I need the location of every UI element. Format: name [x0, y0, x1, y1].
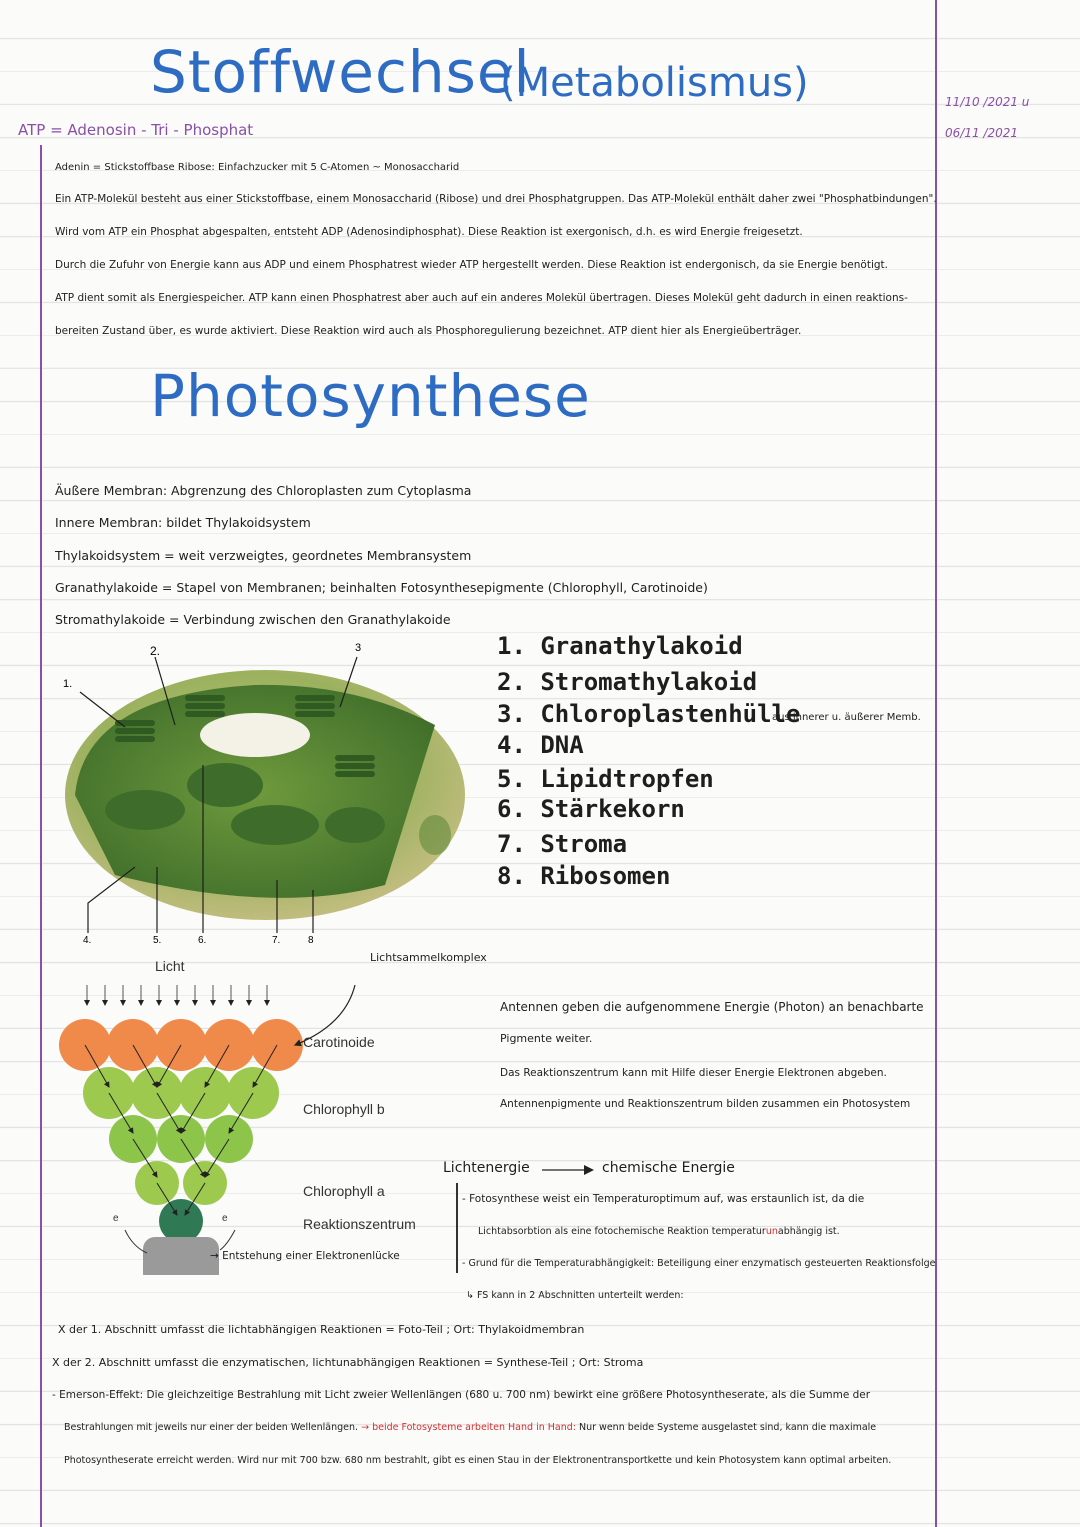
temp-note-4: ↳ FS kann in 2 Abschnitten unterteilt werden: — [466, 1290, 684, 1301]
membrane-line-4: Granathylakoide = Stapel von Membranen; beinhalten Fotosynthesepigmente (Chlorophyll, Carotinoide) — [55, 580, 708, 595]
light-label: Licht — [155, 958, 185, 974]
membrane-line-5: Stromathylakoide = Verbindung zwischen den Granathylakoide — [55, 612, 451, 627]
light-energy-heading: Lichtenergie — [443, 1160, 530, 1176]
energy-bracket-line — [456, 1183, 458, 1273]
reaction-center — [143, 1237, 219, 1275]
atp-paragraph-3: Durch die Zufuhr von Energie kann aus ADP und einem Phosphatrest wieder ATP hergestellt werden. Diese Reaktion ist endergonisch, da sie Energie benötigt. — [55, 259, 888, 271]
incoming-light-arrows — [87, 985, 267, 1005]
legend-item-1: 1. Granathylakoid — [497, 632, 743, 660]
carotinoide-label: Carotinoide — [303, 1034, 375, 1050]
temp-note-3: - Grund für die Temperaturabhängigkeit: Beteiligung einer enzymatisch gesteuerten Reaktionsfolge — [462, 1258, 936, 1269]
chloroplast-label-3: 3 — [355, 642, 362, 654]
membrane-line-1: Äußere Membran: Abgrenzung des Chloroplasten zum Cytoplasma — [55, 483, 472, 498]
date-2: 06/11 /2021 — [945, 126, 1018, 140]
section-1-note: X der 1. Abschnitt umfasst die lichtabhängigen Reaktionen = Foto-Teil ; Ort: Thylakoidmembran — [58, 1323, 585, 1336]
light-harvesting-complex-label: Lichtsammelkomplex — [370, 951, 487, 964]
photosynthesis-title: Photosynthese — [150, 362, 591, 430]
temp-note-1: - Fotosynthese weist ein Temperaturoptimum auf, was erstaunlich ist, da die — [462, 1193, 865, 1205]
page-subtitle: (Metabolismus) — [500, 60, 809, 106]
emerson-note-3: Photosyntheserate erreicht werden. Wird nur mit 700 bzw. 680 nm bestrahlt, gibt es einen Stau in der Elektronentransportkette und kein Photosystem kann optimal arbeiten. — [64, 1455, 892, 1466]
antenna-note-2: Pigmente weiter. — [500, 1032, 593, 1045]
electron-gap-note: → Entstehung einer Elektronenlücke — [210, 1250, 400, 1262]
left-margin-line — [40, 145, 42, 1527]
chlorophyll-b-row-1 — [83, 1067, 279, 1119]
chloroplast-illustration — [55, 635, 475, 955]
legend-item-7: 7. Stroma — [497, 830, 628, 858]
antenna-note-3: Das Reaktionszentrum kann mit Hilfe dieser Energie Elektronen abgeben. — [500, 1067, 887, 1079]
chlorophyll-b-row-3 — [135, 1161, 227, 1205]
chloroplast-label-1: 1. — [63, 678, 73, 690]
legend-item-3-note: aus innerer u. äußerer Memb. — [772, 712, 921, 723]
page-title: Stoffwechsel — [150, 38, 531, 106]
legend-item-5: 5. Lipidtropfen — [497, 765, 714, 793]
electron-right: e — [222, 1213, 228, 1224]
lipid-droplet — [200, 713, 310, 757]
chloroplast-label-8: 8 — [308, 935, 314, 946]
section-2-note: X der 2. Abschnitt umfasst die enzymatischen, lichtunabhängigen Reaktionen = Synthese-Teil ; Ort: Stroma — [52, 1356, 644, 1369]
legend-item-4: 4. DNA — [497, 731, 584, 759]
atp-paragraph-4: ATP dient somit als Energiespeicher. ATP kann einen Phosphatrest aber auch auf ein anderes Molekül übertragen. Dieses Molekül geht dadurch in einen reaktions- — [55, 292, 908, 304]
atp-components: Adenin = Stickstoffbase Ribose: Einfachzucker mit 5 C-Atomen ~ Monosaccharid — [55, 162, 460, 173]
chloroplast-label-7: 7. — [272, 935, 281, 946]
chlorophyll-a-label: Chlorophyll a — [303, 1183, 385, 1199]
antenna-note-1: Antennen geben die aufgenommene Energie (Photon) an benachbarte — [500, 1000, 924, 1014]
chemical-energy-heading: chemische Energie — [602, 1160, 735, 1176]
chloroplast-label-6: 6. — [198, 935, 207, 946]
emerson-note-1: - Emerson-Effekt: Die gleichzeitige Bestrahlung mit Licht zweier Wellenlängen (680 u. 700 nm) bewirkt eine größere Photosyntheserate, als die Summe der — [52, 1389, 871, 1401]
date-1: 11/10 /2021 u — [945, 95, 1030, 109]
chloroplast-label-4: 4. — [83, 935, 92, 946]
chloroplast-label-2: 2. — [150, 644, 161, 658]
legend-item-2: 2. Stromathylakoid — [497, 668, 758, 696]
chlorophyll-b-label: Chlorophyll b — [303, 1101, 385, 1117]
legend-item-8: 8. Ribosomen — [497, 862, 671, 890]
energy-arrow — [540, 1163, 596, 1177]
temp-note-2: Lichtabsorbtion als eine fotochemische Reaktion temperaturunabhängig ist. — [478, 1226, 840, 1237]
legend-item-3: 3. Chloroplastenhülle — [497, 700, 801, 728]
antenna-note-4: Antennenpigmente und Reaktionszentrum bilden zusammen ein Photosystem — [500, 1098, 911, 1110]
membrane-line-3: Thylakoidsystem = weit verzweigtes, geordnetes Membransystem — [55, 548, 472, 563]
legend-item-6: 6. Stärkekorn — [497, 795, 685, 823]
chloroplast-label-5: 5. — [153, 935, 162, 946]
reaction-center-label: Reaktionszentrum — [303, 1216, 416, 1232]
atp-paragraph-2: Wird vom ATP ein Phosphat abgespalten, entsteht ADP (Adenosindiphosphat). Diese Reaktion ist exergonisch, d.h. es wird Energie freigesetzt. — [55, 226, 803, 238]
electron-left: e — [113, 1213, 119, 1224]
membrane-line-2: Innere Membran: bildet Thylakoidsystem — [55, 515, 311, 530]
atp-paragraph-5: bereiten Zustand über, es wurde aktiviert. Diese Reaktion wird auch als Phosphoregulierung bezeichnet. ATP dient hier als Energieüberträger. — [55, 325, 802, 337]
atp-definition: ATP = Adenosin - Tri - Phosphat — [18, 121, 254, 139]
chlorophyll-a — [159, 1199, 203, 1243]
emerson-note-2: Bestrahlungen mit jeweils nur einer der beiden Wellenlängen. → beide Fotosysteme arbeiten Hand in Hand: Nur wenn beide Systeme ausgelastet sind, kann die maximale — [64, 1422, 877, 1433]
atp-paragraph-1: Ein ATP-Molekül besteht aus einer Stickstoffbase, einem Monosaccharid (Ribose) und drei Phosphatgruppen. Das ATP-Molekül enthält daher zwei "Phosphatbindungen". — [55, 193, 937, 205]
right-margin-line — [935, 0, 937, 1527]
